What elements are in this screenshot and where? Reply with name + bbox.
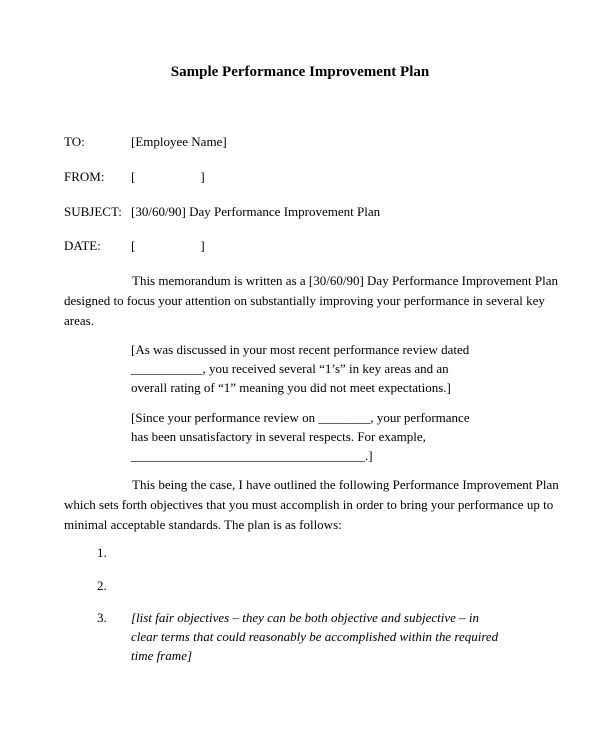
date-value: [ ]	[131, 238, 205, 253]
discussed-line: [As was discussed in your most recent performance review dated	[131, 342, 470, 357]
discussed-line: overall rating of “1” meaning you did not meet expectations.]	[131, 380, 451, 395]
from-value: [ ]	[131, 169, 205, 184]
outline-line: This being the case, I have outlined the following Performance Improvement Plan	[132, 477, 559, 492]
document-title: Sample Performance Improvement Plan	[170, 64, 430, 80]
outline-line: which sets forth objectives that you must accomplish in order to bring your performance up to	[64, 497, 554, 512]
objectives-line: time frame]	[131, 648, 193, 663]
intro-line: designed to focus your attention on substantially improving your performance in several key	[64, 293, 545, 308]
objectives-line: clear terms that could reasonably be accomplished within the required	[131, 629, 499, 644]
since-line: has been unsatisfactory in several respects. For example,	[131, 429, 426, 444]
to-value: [Employee Name]	[131, 134, 227, 149]
date-label: DATE:	[64, 238, 101, 253]
objectives-line: [list fair objectives – they can be both objective and subjective – in	[131, 610, 480, 625]
from-label: FROM:	[64, 169, 105, 184]
outline-paragraph	[64, 475, 559, 535]
subject-label: SUBJECT:	[64, 204, 122, 219]
discussed-paragraph	[131, 340, 469, 397]
list-item-number: 2.	[97, 578, 107, 593]
intro-line: areas.	[64, 313, 94, 328]
since-line: [Since your performance review on ________, your performance	[131, 410, 470, 425]
to-label: TO:	[64, 134, 85, 149]
since-line: ____________________________________.]	[131, 448, 373, 463]
intro-line: This memorandum is written as a [30/60/90] Day Performance Improvement Plan	[132, 273, 559, 288]
discussed-line: ___________, you received several “1’s” in key areas and an	[131, 361, 449, 376]
list-item-number: 1.	[97, 545, 107, 560]
subject-value: [30/60/90] Day Performance Improvement Plan	[131, 204, 381, 219]
objectives-instruction	[131, 608, 498, 665]
list-item-number: 3.	[97, 610, 107, 625]
outline-line: minimal acceptable standards. The plan is as follows:	[64, 517, 342, 532]
since-paragraph	[131, 408, 470, 465]
intro-paragraph	[64, 271, 558, 331]
